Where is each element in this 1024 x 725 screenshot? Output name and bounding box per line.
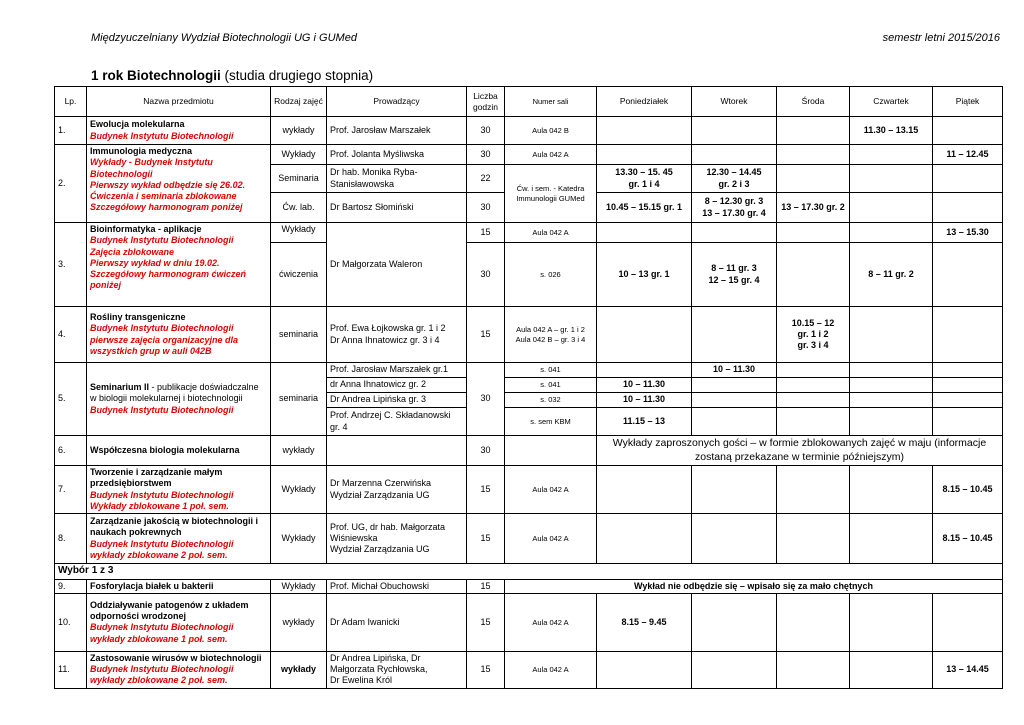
lecturer: Prof. UG, dr hab. Małgorzata Wiśniewska Wydział Zarządzania UG [327,514,467,564]
subject-name: Ewolucja molekularna [90,119,185,130]
room: s. 032 [505,393,597,408]
lecturer: dr Anna Ihnatowicz gr. 2 [327,378,467,393]
type: wykłady [271,436,327,466]
table-row [55,593,1003,651]
hours: 30 [467,243,505,307]
table-row [55,307,1003,363]
mon-slot: 10 – 11.30 [597,378,692,393]
lp: 6. [55,436,87,466]
hours: 15 [467,593,505,651]
hours: 30 [467,145,505,165]
lp: 5. [55,363,87,436]
wed-slot: 13 – 17.30 gr. 2 [777,193,850,223]
semester-header: semestr letni 2015/2016 [882,32,1000,44]
type: Wykłady [271,223,327,243]
room: Aula 042 A [505,466,597,514]
type: wykłady [271,117,327,145]
fri-slot: 8.15 – 10.45 [933,466,1003,514]
fri-slot: 8.15 – 10.45 [933,514,1003,564]
room: s. 041 [505,378,597,393]
subject: Zarządzanie jakością w biotechnologii i naukach pokrewnych Budynek Instytutu Biotechnologii wykłady zblokowane 2 poł. sem. [87,514,271,564]
wed-slot: 10.15 – 12 gr. 1 i 2 gr. 3 i 4 [777,307,850,363]
col-mon: Poniedziałek [597,87,692,117]
hours: 30 [467,193,505,223]
mon-slot: 8.15 – 9.45 [597,593,692,651]
room: Ćw. i sem. - Katedra Immunologii GUMed [505,165,597,223]
room: Aula 042 A [505,145,597,165]
type: ćwiczenia [271,243,327,307]
hours: 15 [467,651,505,688]
lp: 8. [55,514,87,564]
lecturer: Prof. Jarosław Marszałek [327,117,467,145]
type: seminaria [271,363,327,436]
lecturer: Dr Marzenna Czerwińska Wydział Zarządzania UG [327,466,467,514]
subject: Immunologia medyczna Wykłady - Budynek Instytutu Biotechnologii Pierwszy wykład odbędzie się 26.02. Ćwiczenia i seminaria zblokowane Szczegółowy harmonogram poniżej [87,145,271,223]
type: Seminaria [271,165,327,193]
col-thu: Czwartek [850,87,933,117]
room: Aula 042 A – gr. 1 i 2 Aula 042 B – gr. 3 i 4 [505,307,597,363]
lp: 11. [55,651,87,688]
table-row [55,579,1003,593]
table-row [55,514,1003,564]
subject-name: Rośliny transgeniczne [90,312,186,322]
hours: 30 [467,436,505,466]
subject-name: Bioinformatyka - aplikacje [90,224,202,234]
type: wykłady [271,651,327,688]
title-bold: 1 rok Biotechnologii [91,68,221,83]
lecturer: Dr Adam Iwanicki [327,593,467,651]
lp: 4. [55,307,87,363]
room: s. 026 [505,243,597,307]
type: Wykłady [271,145,327,165]
lecturer: Prof. Ewa Łojkowska gr. 1 i 2 Dr Anna Ihnatowicz gr. 3 i 4 [327,307,467,363]
mon-slot: 13.30 – 15. 45 gr. 1 i 4 [597,165,692,193]
lp: 9. [55,579,87,593]
hours: 30 [467,117,505,145]
mon-slot: 10.45 – 15.15 gr. 1 [597,193,692,223]
type: Ćw. lab. [271,193,327,223]
room: Aula 042 A [505,593,597,651]
subject: Oddziaływanie patogenów z układem odporności wrodzonej Budynek Instytutu Biotechnologii wykłady zblokowane 1 poł. sem. [87,593,271,651]
title-rest: (studia drugiego stopnia) [220,68,374,83]
col-wed: Środa [777,87,850,117]
schedule-table [54,86,1003,689]
type: wykłady [271,593,327,651]
table-row [55,117,1003,145]
table-row [55,651,1003,688]
type: Wykłady [271,579,327,593]
tue-slot: 8 – 11 gr. 3 12 – 15 gr. 4 [692,243,777,307]
col-fri: Piątek [933,87,1003,117]
subject-note: Budynek Instytutu Biotechnologii [90,130,234,141]
lp: 10. [55,593,87,651]
table-row [55,223,1003,243]
subject-name: Zastosowanie wirusów w biotechnologii [90,652,262,663]
lp: 3. [55,223,87,307]
type: seminaria [271,307,327,363]
hours: 15 [467,223,505,243]
lecturer: Dr Andrea Lipińska gr. 3 [327,393,467,408]
lp: 1. [55,117,87,145]
col-room: Numer sali [505,87,597,117]
thu-slot: 8 – 11 gr. 2 [850,243,933,307]
room: Aula 042 B [505,117,597,145]
lecturer: Prof. Michał Obuchowski [327,579,467,593]
col-lecturer: Prowadzący [327,87,467,117]
hours: 22 [467,165,505,193]
subject: Rośliny transgeniczne Budynek Instytutu Biotechnologii pierwsze zajęcia organizacyjne dla wszystkich grup w auli 042B [87,307,271,363]
type: Wykłady [271,514,327,564]
table-row [55,363,1003,378]
table-header-row [55,87,1003,117]
subject-name: Oddziaływanie patogenów z układem odporności wrodzonej [90,599,249,621]
subject-name: Fosforylacja białek u bakterii [87,579,271,593]
col-type: Rodzaj zajęć [271,87,327,117]
tue-slot: 8 – 12.30 gr. 3 13 – 17.30 gr. 4 [692,193,777,223]
col-subject: Nazwa przedmiotu [87,87,271,117]
table-row [55,466,1003,514]
subject-name: Tworzenie i zarządzanie małym przedsiębiorstwem [90,467,223,489]
fri-slot: 13 – 15.30 [933,223,1003,243]
type: Wykłady [271,466,327,514]
mon-slot: 10 – 13 gr. 1 [597,243,692,307]
section-title: Wybór 1 z 3 [55,564,1003,580]
col-lp: Lp. [55,87,87,117]
subject: Bioinformatyka - aplikacje Budynek Instytutu Biotechnologii Zajęcia zblokowane Pierwszy wykład w dniu 19.02. Szczegółowy harmonogram ćwiczeń poniżej [87,223,271,307]
page-title [91,68,373,83]
tue-slot: 10 – 11.30 [692,363,777,378]
mon-slot: 10 – 11.30 [597,393,692,408]
subject: Seminarium II - publikacje doświadczalne w biologii molekularnej i biotechnologii Budynek Instytutu Biotechnologii [87,363,271,436]
lecturer: Prof. Jarosław Marszałek gr.1 [327,363,467,378]
lp: 2. [55,145,87,223]
faculty-header: Międzyuczelniany Wydział Biotechnologii UG i GUMed [91,32,357,44]
thu-slot: 11.30 – 13.15 [850,117,933,145]
mon-slot: 11.15 – 13 [597,408,692,436]
lp: 7. [55,466,87,514]
fri-slot: 13 – 14.45 [933,651,1003,688]
col-tue: Wtorek [692,87,777,117]
table-row [55,436,1003,466]
hours: 15 [467,307,505,363]
info-note: Wykłady zaproszonych gości – w formie zblokowanych zajęć w maju (informacje zostaną przekazane w terminie późniejszym) [597,436,1003,466]
room: Aula 042 A [505,651,597,688]
info-note: Wykład nie odbędzie się – wpisało się za mało chętnych [505,579,1003,593]
room: Aula 042 A [505,223,597,243]
lecturer: Dr Andrea Lipińska, Dr Małgorzata Rychłowska, Dr Ewelina Król [327,651,467,688]
col-hours: Liczba godzin [467,87,505,117]
subject: Tworzenie i zarządzanie małym przedsiębiorstwem Budynek Instytutu Biotechnologii Wykłady zblokowane 1 poł. sem. [87,466,271,514]
section-row [55,564,1003,580]
hours: 30 [467,363,505,436]
hours: 15 [467,466,505,514]
room: s. sem KBM [505,408,597,436]
subject-name: Immunologia medyczna [90,146,193,156]
tue-slot: 12.30 – 14.45 gr. 2 i 3 [692,165,777,193]
table-row [55,145,1003,165]
lecturer: Dr hab. Monika Ryba-Stanisławowska [327,165,467,193]
hours: 15 [467,579,505,593]
subject: Zastosowanie wirusów w biotechnologii Budynek Instytutu Biotechnologii wykłady zblokowane 2 poł. sem. [87,651,271,688]
subject-name: Zarządzanie jakością w biotechnologii i naukach pokrewnych [90,516,259,538]
room: s. 041 [505,363,597,378]
room: Aula 042 A [505,514,597,564]
lecturer: Dr Małgorzata Waleron [327,223,467,307]
hours: 15 [467,514,505,564]
lecturer: Prof. Jolanta Myśliwska [327,145,467,165]
lecturer: Prof. Andrzej C. Składanowski gr. 4 [327,408,467,436]
subject-name: Współczesna biologia molekularna [87,436,271,466]
subject [87,117,271,145]
lecturer: Dr Bartosz Słomiński [327,193,467,223]
fri-slot: 11 – 12.45 [933,145,1003,165]
